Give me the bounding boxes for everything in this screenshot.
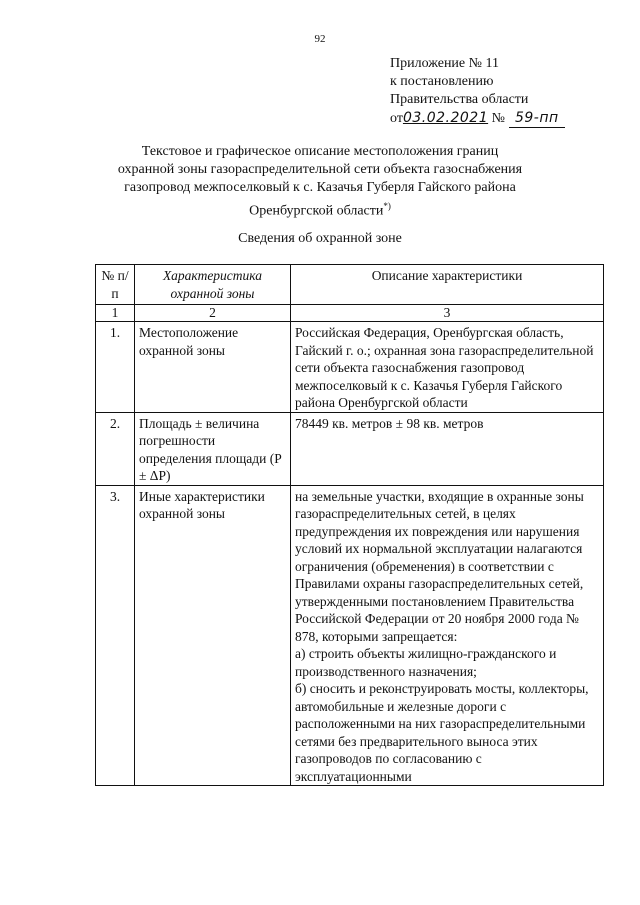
- protection-zone-table: [95, 264, 604, 786]
- row-characteristic: Иные характеристики охранной зоны: [135, 485, 291, 786]
- index-cell: 3: [291, 305, 604, 322]
- title-line-1: Текстовое и графическое описание местоположения границ: [141, 144, 499, 159]
- document-title: [0, 143, 640, 221]
- row-item-b: б) сносить и реконструировать мосты, коллекторы, автомобильные и железные дороги с расположенными на них газораспределительными сетями без предварительного выноса этих газопроводов по согласованию с эксплуатационными: [295, 681, 589, 784]
- table-row: [96, 322, 604, 413]
- table-row: [96, 412, 604, 485]
- table-header-row: [96, 265, 604, 305]
- row-description: на земельные участки, входящие в охранные зоны газораспределительных сетей, в целях предупреждения их повреждения или нарушения условий их нормальной эксплуатации налагаются ограничения (обременения) в соответствии с Правилами охраны газораспределительных сетей, утвержденными постановлением Правительства Российской Федерации от 20 ноября 2000 года № 878, которыми запрещается:: [295, 488, 584, 644]
- row-characteristic: Площадь ± величина погрешности определения площади (P ± ΔP): [135, 412, 291, 485]
- handwritten-number: 59-пп: [509, 109, 565, 128]
- table-row: [96, 485, 604, 786]
- title-line-4-wrap: [0, 197, 640, 221]
- header-num: № п/п: [96, 265, 135, 305]
- index-cell: 1: [96, 305, 135, 322]
- title-line-4: Оренбургской области: [249, 203, 384, 219]
- title-line-3: газопровод межпоселковый к с. Казачья Губерля Гайского района: [124, 180, 516, 195]
- date-prefix: от: [390, 111, 403, 126]
- row-number: 3.: [96, 485, 135, 786]
- appendix-block: [390, 55, 565, 128]
- row-number: 1.: [96, 322, 135, 413]
- header-characteristic: Характеристика охранной зоны: [135, 265, 291, 305]
- row-item-a: а) строить объекты жилищно-гражданского и производственного назначения;: [295, 646, 557, 679]
- row-description-cell: [291, 485, 604, 786]
- section-subtitle: Сведения об охранной зоне: [238, 231, 402, 246]
- handwritten-date: 03.02.2021: [402, 110, 489, 126]
- appendix-line-3: Правительства области: [390, 92, 529, 107]
- row-description: Российская Федерация, Оренбургская область, Гайский г. о.; охранная зона газораспределительной сети объекта газоснабжения газопровод межпоселковый к с. Казачья Губерля Гайского района Оренбургской области: [291, 322, 604, 413]
- header-description: Описание характеристики: [291, 265, 604, 305]
- page-number: 92: [314, 33, 326, 45]
- appendix-date-line: [390, 109, 565, 128]
- appendix-line-1: Приложение № 11: [390, 56, 499, 71]
- appendix-line-2: к постановлению: [390, 74, 494, 89]
- table-index-row: [96, 305, 604, 322]
- row-number: 2.: [96, 412, 135, 485]
- row-characteristic: Местоположение охранной зоны: [135, 322, 291, 413]
- footnote-mark: *): [383, 201, 391, 211]
- number-sign: №: [491, 111, 505, 126]
- title-line-2: охранной зоны газораспределительной сети объекта газоснабжения: [117, 162, 523, 177]
- row-description: 78449 кв. метров ± 98 кв. метров: [291, 412, 604, 485]
- index-cell: 2: [135, 305, 291, 322]
